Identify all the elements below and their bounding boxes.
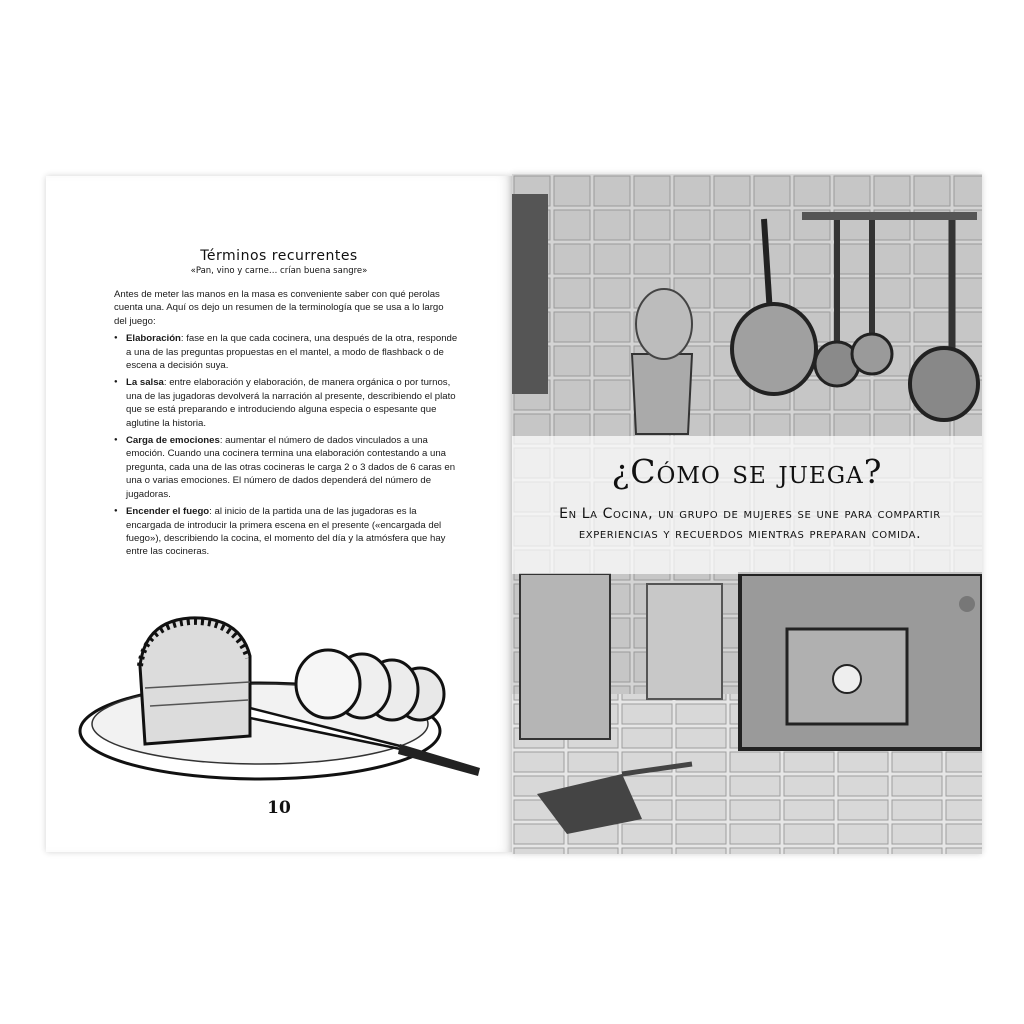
terms-list xyxy=(114,332,458,559)
term-name: Encender el fuego xyxy=(126,506,210,518)
term-definition: : al inicio de la partida una de las jugadoras es la encargada de introducir la primera escena en el presente («encargada del fuego»), describiendo la cocina, el momento del día y la atmósfera que hay entre las cocineras. xyxy=(126,506,446,558)
left-page xyxy=(46,176,512,852)
page-title: Términos recurrentes xyxy=(200,248,358,264)
intro-text: En La Cocina, un grupo de mujeres se une para compartir experiencias y recuerdos mientras preparan comida. xyxy=(559,506,941,542)
term-definition: : fase en la que cada cocinera, una después de la otra, responde a una de las preguntas propuestas en el mantel, a modo de flashback o de escena a decisión suya. xyxy=(126,333,458,372)
term-definition: : entre elaboración y elaboración, de manera orgánica o por turnos, una de las jugadoras devolverá la narración al presente, describiendo el plato que se está preparando e introduciendo alguna especia o espesante que aglutine la historia. xyxy=(126,377,456,429)
section-heading: ¿Cómo se juega? xyxy=(611,452,883,491)
term-item xyxy=(126,434,458,501)
term-item xyxy=(126,332,458,372)
term-name: Elaboración xyxy=(126,333,181,345)
page-number: 10 xyxy=(267,798,291,818)
term-item xyxy=(126,505,458,559)
term-name: La salsa xyxy=(126,377,164,389)
bread-illustration xyxy=(70,596,500,796)
term-name: Carga de emociones xyxy=(126,435,220,447)
terms-text xyxy=(114,288,458,563)
page-subtitle: «Pan, vino y carne… crían buena sangre» xyxy=(190,266,368,276)
right-page xyxy=(512,174,982,854)
term-definition: : aumentar el número de dados vinculados a una emoción. Cuando una cocinera termina una elaboración contestando a una pregunta, cada una de las otras cocineras le carga 2 o 3 dados de 6 caras en una o varias emociones. El número de dados dependerá del número de jugadoras. xyxy=(126,435,456,500)
book-spread xyxy=(46,166,982,856)
term-item xyxy=(126,376,458,430)
intro-paragraph: Antes de meter las manos en la masa es conveniente saber con qué perolas cuenta una. Aquí os dejo un resumen de la terminología que se usa a lo largo del juego: xyxy=(114,289,444,327)
